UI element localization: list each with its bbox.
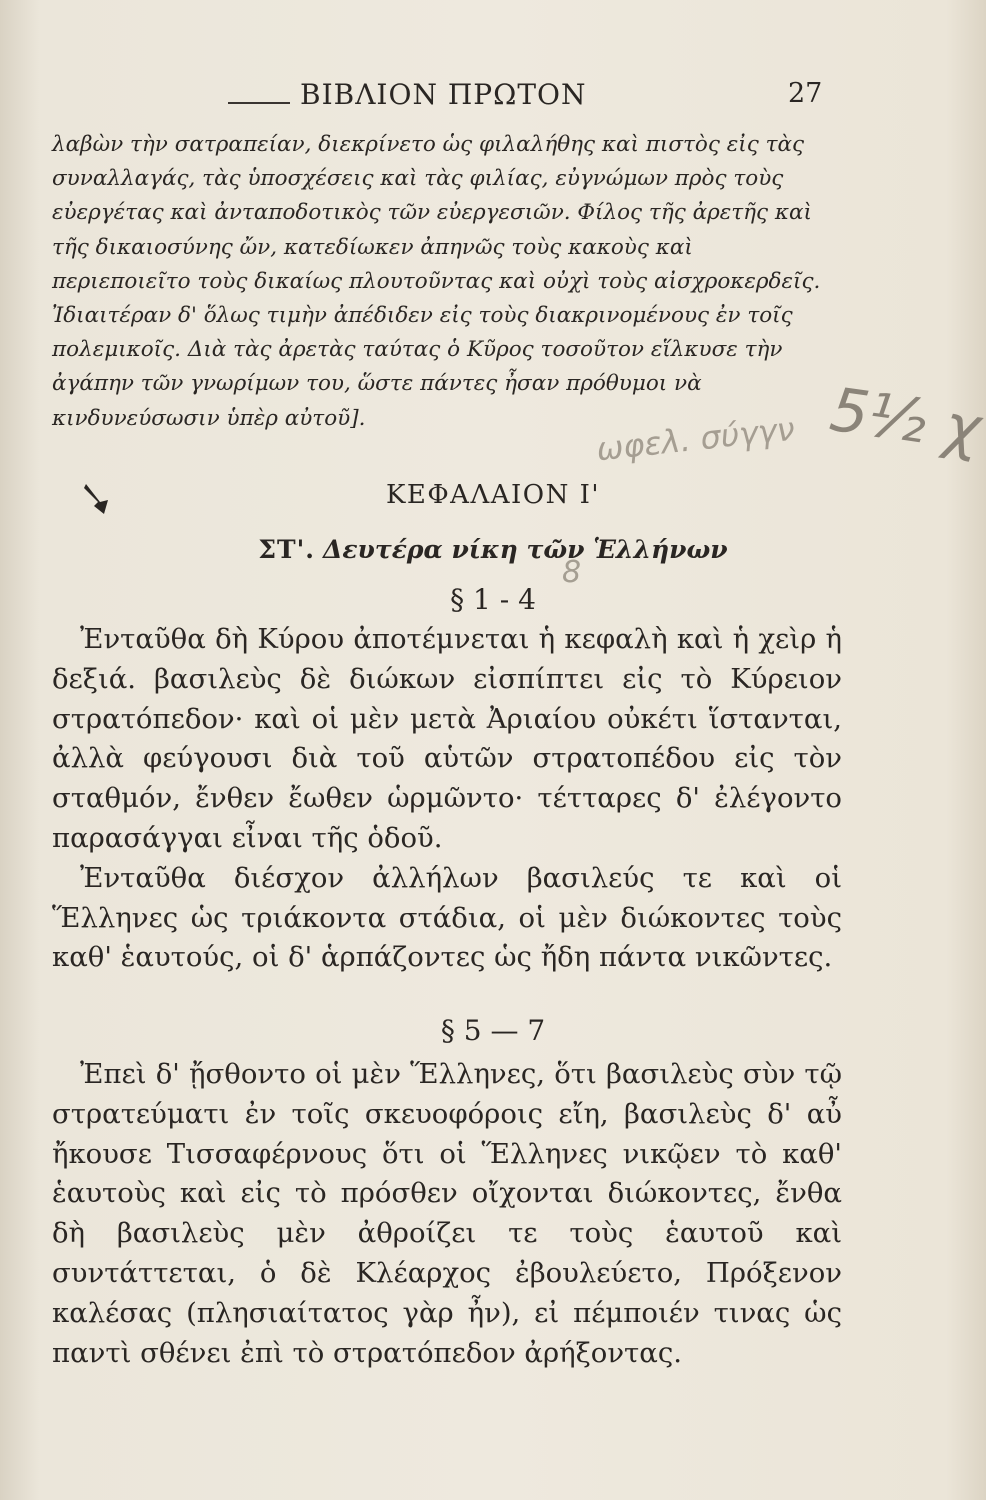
subchapter-heading [0,535,986,564]
subchapter-number: ΣΤ'. [258,535,315,564]
intro-text: λαβὼν τὴν σατραπείαν, διεκρίνετο ὡς φιλαλήθης καὶ πιστὸς εἰς τὰς συναλλαγάς, τὰς ὑποσχέσεις καὶ τὰς φιλίας, εὐγνώμων πρὸς τοὺς εὐεργέτας καὶ ἀνταποδοτικὸς τῶν εὐεργεσιῶν. Φίλος τῆς ἀρετῆς καὶ τῆς δικαιοσύνης ὤν, κατεδίωκεν ἀπηνῶς τοὺς κακοὺς καὶ περιεποιεῖτο τοὺς δικαίως πλουτοῦντας καὶ οὐχὶ τοὺς αἰσχροκερδεῖς. Ἰδιαιτέραν δ' ὅλως τιμὴν ἀπέδιδεν εἰς τοὺς διακρινομένους ἐν τοῖς πολεμικοῖς. Διὰ τὰς ἀρετὰς ταύτας ὁ Κῦρος τοσοῦτον εἵλκυσε τὴν ἀγάπην τῶν γνωρίμων του, ὥστε πάντες ἦσαν πρόθυμοι νὰ κινδυνεύσωσιν ὑπὲρ αὐτοῦ]. [52,132,821,431]
section-body [52,620,842,978]
header-rule [228,102,290,104]
chapter-heading: ΚΕΦΑΛΑΙΟΝ Ι' [385,480,601,510]
section-paragraph: Ἐπεὶ δ' ᾔσθοντο οἱ μὲν Ἕλληνες, ὅτι βασιλεὺς σὺν τῷ στρατεύματι ἐν τοῖς σκευοφόροις εἴη, βασιλεὺς δ' αὖ ἤκουσε Τισσαφέρνους ὅτι οἱ Ἕλληνες νικῷεν τὸ καθ' ἑαυτοὺς καὶ εἰς τὸ πρόσθεν οἴχονται διώκοντες, ἔνθα δὴ βασιλεὺς μὲν ἀθροίζει τε τοὺς ἑαυτοῦ καὶ συντάττεται, ὁ δὲ Κλέαρχος ἐβουλεύετο, Πρόξενον καλέσας (πλησιαίτατος γὰρ ἦν), εἰ πέμποιέν τινας ὡς παντὶ σθένει ἐπὶ τὸ στρατόπεδον ἀρήξοντας. [52,1058,842,1369]
section-paragraph: Ἐνταῦθα διέσχον ἀλλήλων βασιλεύς τε καὶ οἱ Ἕλληνες ὡς τριάκοντα στάδια, οἱ μὲν διώκοντες τοὺς καθ' ἑαυτούς, οἱ δ' ἁρπάζοντες ὡς ἤδη πάντα νικῶντες. [52,861,842,974]
section-label: § 1 - 4 [450,583,536,616]
running-title: ΒΙΒΛΙΟΝ ΠΡΩΤΟΝ [300,78,587,111]
page-header [0,78,986,118]
section-label: § 5 — 7 [440,1014,546,1047]
section-mark: 8 [562,555,582,590]
page-number: 27 [788,78,823,109]
section-body [52,1055,842,1373]
intro-paragraph [52,128,832,436]
margin-note: 5½ χ [825,374,986,466]
section-paragraph: Ἐνταῦθα δὴ Κύρου ἀποτέμνεται ἡ κεφαλὴ καὶ ἡ χεὶρ ἡ δεξιά. βασιλεὺς δὲ διώκων εἰσπίπτει εἰς τὸ Κύρειον στρατόπεδον· καὶ οἱ μὲν μετὰ Ἀριαίου οὐκέτι ἵστανται, ἀλλὰ φεύγουσι διὰ τοῦ αὑτῶν στρατοπέδου εἰς τὸν σταθμόν, ἔνθεν ἔωθεν ὡρμῶντο· τέτταρες δ' ἐλέγοντο παρασάγγαι εἶναι τῆς ὁδοῦ. [52,623,842,854]
subchapter-title: Δευτέρα νίκη τῶν Ἑλλήνων [322,535,728,564]
pencil-note: ωφελ. σύγγν [594,409,797,469]
